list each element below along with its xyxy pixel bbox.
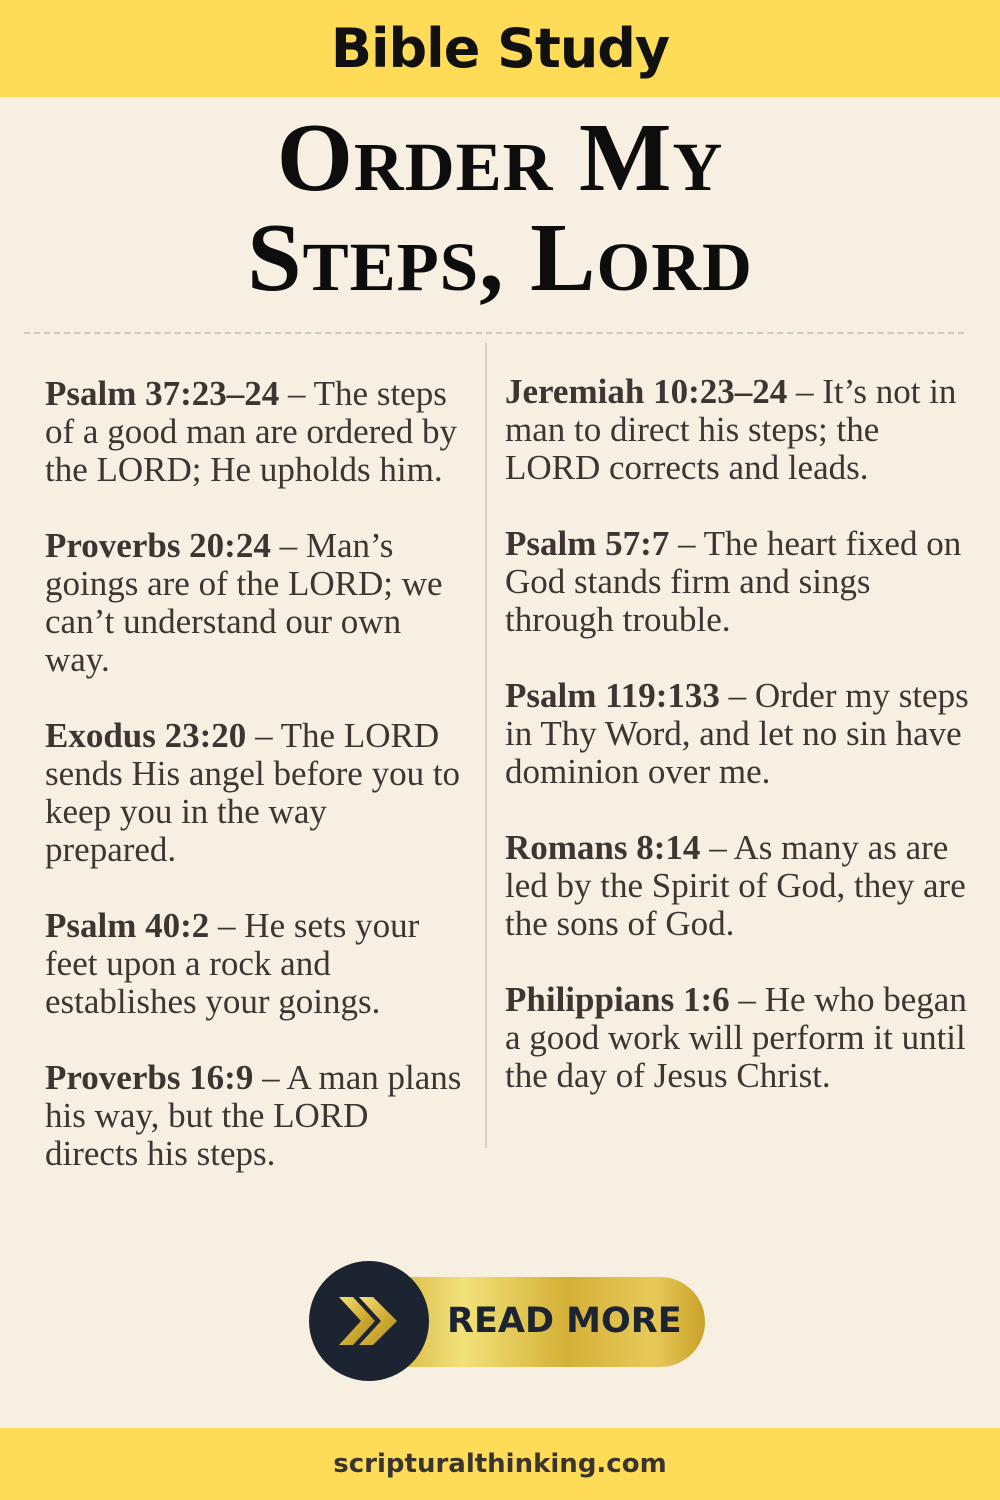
verse-item <box>45 375 465 489</box>
verse-item <box>45 527 465 679</box>
page-title <box>0 104 1000 312</box>
verse-text: – He who began a good work will perform it until the day of Jesus Christ. <box>505 980 967 1095</box>
verse-item <box>45 1059 465 1173</box>
column-divider <box>485 343 487 1148</box>
verse-item <box>505 373 970 487</box>
verse-reference: Philippians 1:6 <box>505 980 730 1019</box>
verse-item <box>505 525 970 639</box>
verse-column-left <box>45 375 465 1211</box>
verse-item <box>505 829 970 943</box>
verse-item <box>505 677 970 791</box>
double-chevron-right-icon <box>337 1295 401 1347</box>
verse-text: – The LORD sends His angel before you to keep you in the way prepared. <box>45 716 461 869</box>
header-banner <box>0 0 1000 97</box>
verse-text: – The heart fixed on God stands firm and sings through trouble. <box>505 524 962 639</box>
verse-reference: Psalm 57:7 <box>505 524 670 563</box>
verse-item <box>505 981 970 1095</box>
verse-text: – Man’s goings are of the LORD; we can’t understand our own way. <box>45 526 443 679</box>
title-line-2: Steps, Lord <box>247 204 753 312</box>
footer-site-link[interactable]: scripturalthinking.com <box>333 1449 667 1479</box>
verse-reference: Psalm 37:23–24 <box>45 374 280 413</box>
header-label: Bible Study <box>330 17 670 80</box>
read-more-icon-circle[interactable] <box>309 1261 429 1381</box>
verse-reference: Jeremiah 10:23–24 <box>505 372 788 411</box>
verse-reference: Proverbs 16:9 <box>45 1058 254 1097</box>
verse-reference: Proverbs 20:24 <box>45 526 271 565</box>
verse-text: – He sets your feet upon a rock and establishes your goings. <box>45 906 420 1021</box>
verse-text: – Order my steps in Thy Word, and let no sin have dominion over me. <box>505 676 969 791</box>
read-more-button[interactable] <box>309 1261 709 1381</box>
verse-text: – A man plans his way, but the LORD directs his steps. <box>45 1058 462 1173</box>
verse-text: – The steps of a good man are ordered by the LORD; He upholds him. <box>45 374 458 489</box>
verse-text: – It’s not in man to direct his steps; the LORD corrects and leads. <box>505 372 957 487</box>
verse-column-right <box>505 373 970 1133</box>
footer-banner <box>0 1428 1000 1500</box>
title-line-1: Order My <box>276 104 724 212</box>
dashed-divider <box>24 332 964 334</box>
verse-reference: Exodus 23:20 <box>45 716 247 755</box>
verse-item <box>45 907 465 1021</box>
verse-reference: Psalm 40:2 <box>45 906 210 945</box>
verse-reference: Psalm 119:133 <box>505 676 720 715</box>
read-more-label[interactable]: READ MORE <box>447 1301 682 1341</box>
verse-reference: Romans 8:14 <box>505 828 701 867</box>
verse-text: – As many as are led by the Spirit of God, they are the sons of God. <box>505 828 966 943</box>
verse-item <box>45 717 465 869</box>
